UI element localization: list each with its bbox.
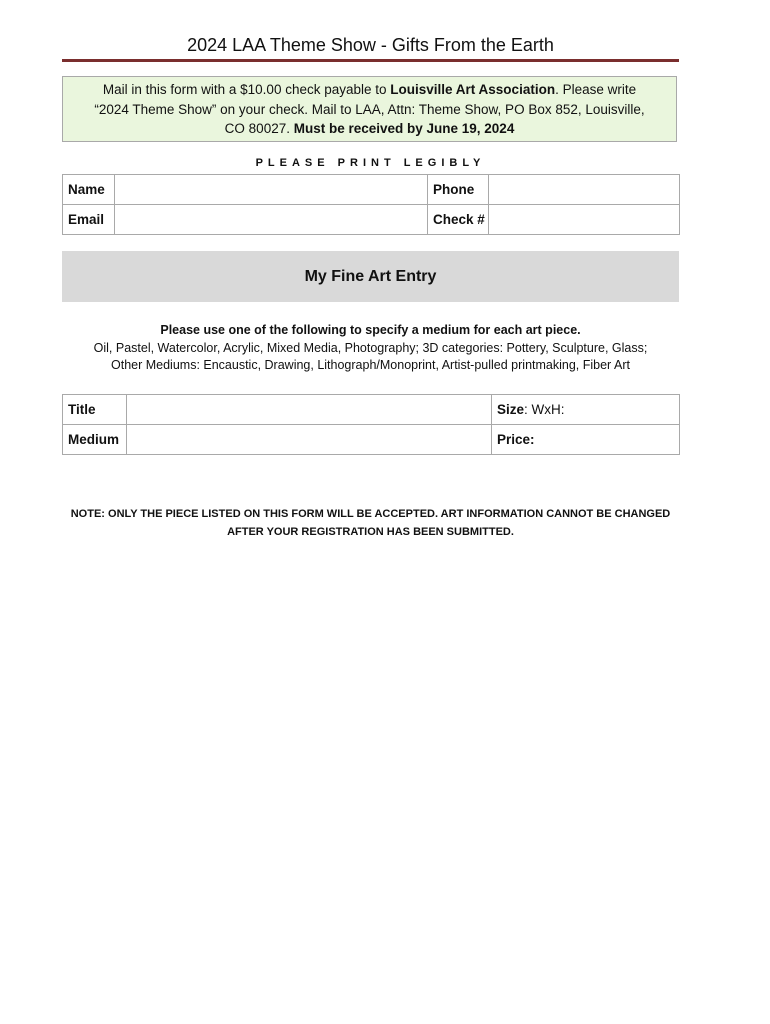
- size-field[interactable]: [492, 395, 680, 425]
- title-underline: [62, 59, 679, 62]
- title-label: Title: [63, 395, 127, 425]
- mail-line-3-prefix: CO 80027.: [224, 121, 294, 136]
- payee-name: Louisville Art Association: [390, 82, 556, 97]
- note-line-2: AFTER YOUR REGISTRATION HAS BEEN SUBMITTED.: [227, 525, 514, 538]
- medium-instructions-line-1: Oil, Pastel, Watercolor, Acrylic, Mixed Media, Photography; 3D categories: Pottery, Sculpture, Glass;: [93, 340, 648, 355]
- mail-line-2: “2024 Theme Show” on your check. Mail to LAA, Attn: Theme Show, PO Box 852, Louisville,: [94, 101, 645, 117]
- size-value: : WxH:: [524, 402, 565, 417]
- entry-row-1: [63, 395, 680, 425]
- page-title: 2024 LAA Theme Show - Gifts From the Earth: [187, 35, 554, 55]
- note-line-1: NOTE: ONLY THE PIECE LISTED ON THIS FORM WILL BE ACCEPTED. ART INFORMATION CANNOT BE CHANGED: [70, 508, 671, 520]
- phone-label: Phone: [428, 175, 489, 205]
- contact-row-1: [63, 175, 680, 205]
- medium-label: Medium: [63, 425, 127, 455]
- check-number-field[interactable]: [489, 205, 680, 235]
- section-header: My Fine Art Entry: [62, 251, 679, 302]
- name-label: Name: [63, 175, 115, 205]
- mail-line-1-suffix: . Please write: [555, 82, 637, 97]
- size-label: Size: [497, 402, 525, 417]
- entry-row-2: [63, 425, 680, 455]
- name-field[interactable]: [115, 175, 428, 205]
- contact-info-table: [62, 174, 680, 235]
- acceptance-note: [62, 506, 679, 541]
- print-legibly-label: PLEASE PRINT LEGIBLY: [255, 157, 486, 169]
- mail-line-1: [63, 80, 676, 100]
- price-field[interactable]: Price:: [492, 425, 680, 455]
- medium-field[interactable]: [127, 425, 492, 455]
- check-number-label: Check #: [428, 205, 489, 235]
- phone-field[interactable]: [489, 175, 680, 205]
- art-entry-table: [62, 394, 680, 455]
- medium-instructions-heading: Please use one of the following to specify a medium for each art piece.: [160, 323, 581, 337]
- mail-line-3: [63, 119, 676, 139]
- deadline: Must be received by June 19, 2024: [293, 121, 515, 136]
- email-label: Email: [63, 205, 115, 235]
- email-field[interactable]: [115, 205, 428, 235]
- medium-instructions-line-2: Other Mediums: Encaustic, Drawing, Lithograph/Monoprint, Artist-pulled printmaking, Fiber Art: [111, 358, 630, 372]
- mail-line-1-prefix: Mail in this form with a $10.00 check payable to: [102, 82, 391, 97]
- mail-instructions-box: [62, 76, 677, 142]
- contact-row-2: [63, 205, 680, 235]
- medium-instructions: [62, 322, 679, 375]
- title-field[interactable]: [127, 395, 492, 425]
